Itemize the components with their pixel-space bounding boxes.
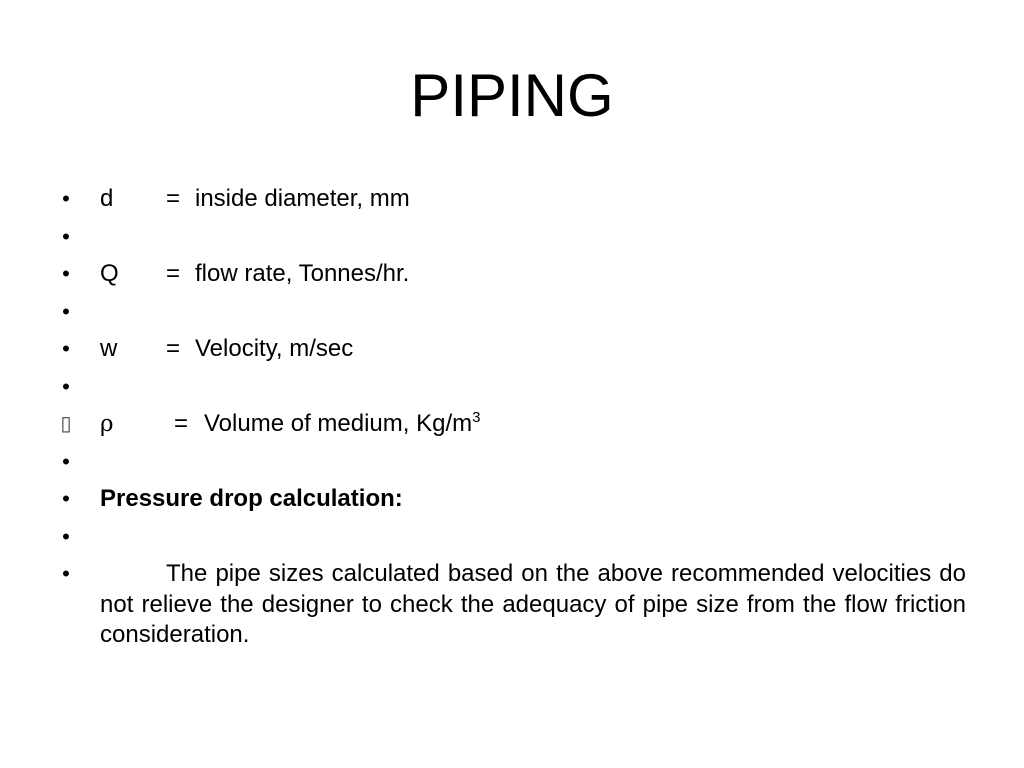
- list-item-w: [56, 331, 966, 369]
- list-item-empty: [56, 294, 966, 332]
- equals-sign: =: [174, 410, 189, 437]
- bullet-icon: •: [62, 448, 70, 474]
- definition-q: flow rate, Tonnes/hr.: [195, 260, 410, 287]
- symbol-d: d: [100, 185, 114, 212]
- bullet-list: [56, 181, 966, 651]
- bullet-icon: •: [62, 561, 70, 586]
- superscript: 3: [472, 409, 481, 426]
- paragraph-text: The pipe sizes calculated based on the above recommended velocities do not relieve the designer to check the adequacy of pipe size from the flow friction consideration.: [100, 560, 966, 648]
- symbol-w: w: [100, 335, 118, 362]
- list-item-q: [56, 256, 966, 294]
- bullet-icon: •: [62, 298, 70, 324]
- bullet-icon: •: [62, 261, 70, 286]
- list-item-rho: [56, 406, 966, 444]
- bullet-icon: •: [62, 186, 70, 211]
- missing-glyph-icon: ▯: [60, 413, 72, 435]
- list-item-d: [56, 181, 966, 219]
- bullet-icon: •: [62, 373, 70, 399]
- definition-d: inside diameter, mm: [195, 185, 410, 212]
- bullet-icon: •: [62, 223, 70, 249]
- list-item-heading: [56, 481, 966, 519]
- equals-sign: =: [166, 335, 181, 362]
- definition-rho: Volume of medium, Kg/m: [204, 410, 473, 437]
- symbol-rho: ρ: [100, 411, 114, 437]
- list-item-paragraph: [56, 556, 966, 651]
- section-heading: Pressure drop calculation:: [100, 485, 403, 512]
- definition-w: Velocity, m/sec: [195, 335, 354, 362]
- list-item-empty: [56, 444, 966, 482]
- bullet-icon: •: [62, 336, 70, 361]
- list-item-empty: [56, 519, 966, 557]
- slide-title: PIPING: [410, 62, 614, 129]
- bullet-icon: •: [62, 486, 70, 511]
- symbol-q: Q: [100, 260, 119, 287]
- list-item-empty: [56, 369, 966, 407]
- equals-sign: =: [166, 185, 181, 212]
- equals-sign: =: [166, 260, 181, 287]
- bullet-icon: •: [62, 523, 70, 549]
- list-item-empty: [56, 219, 966, 257]
